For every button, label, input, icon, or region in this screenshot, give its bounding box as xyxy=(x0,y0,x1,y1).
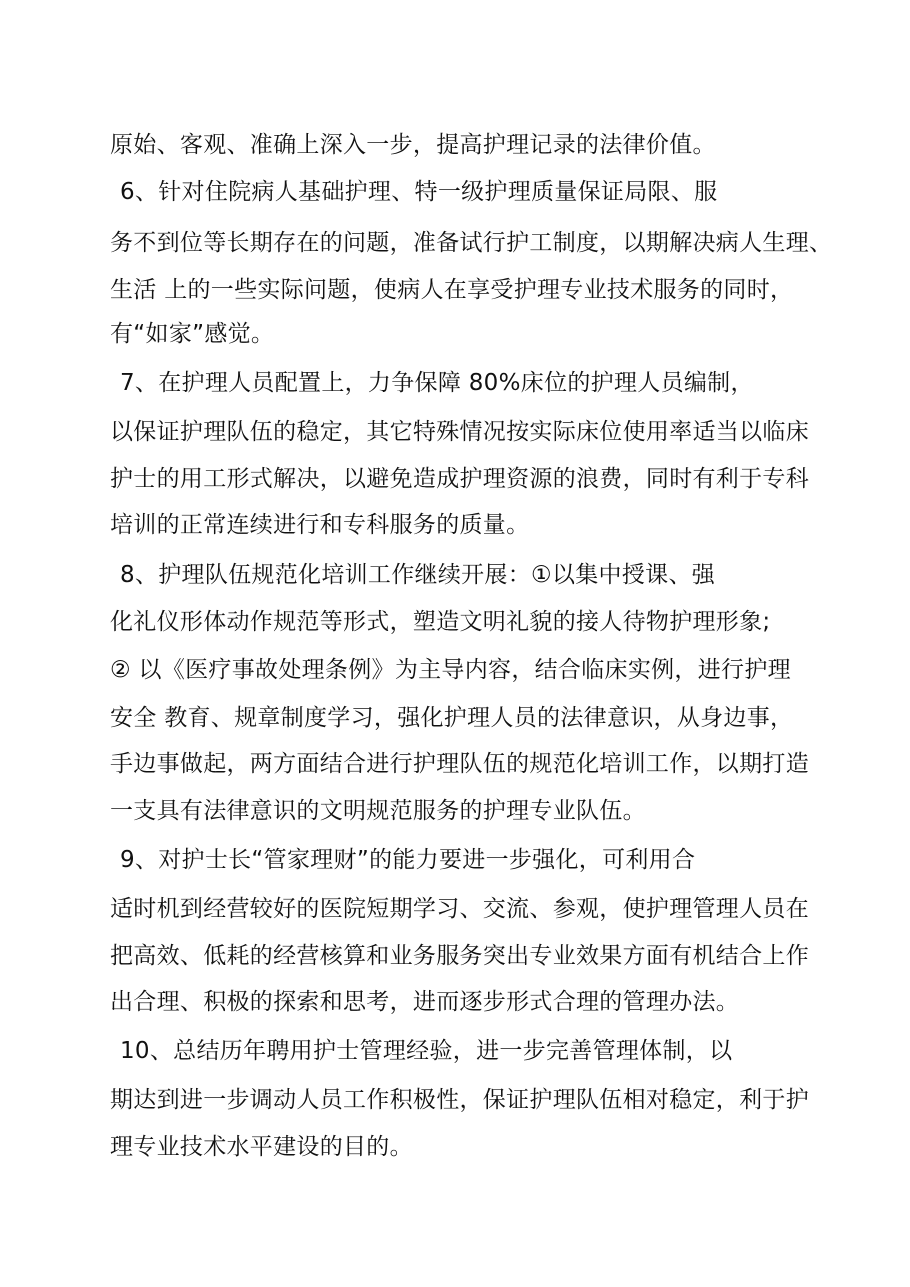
text-line: 8、护理队伍规范化培训工作继续开展：①以集中授课、强 xyxy=(120,562,716,588)
text-line: 把高效、低耗的经营核算和业务服务突出专业效果方面有机结合上作 xyxy=(110,943,809,969)
text-line: 有“如家”感觉。 xyxy=(110,321,275,347)
text-line: 生活 上的一些实际问题，使病人在享受护理专业技术服务的同时， xyxy=(110,277,794,303)
text-line: 化礼仪形体动作规范等形式，塑造文明礼貌的接人待物护理形象; xyxy=(110,609,771,635)
text-line: 安全 教育、规章制度学习，强化护理人员的法律意识，从身边事， xyxy=(110,705,794,731)
text-line: ② 以《医疗事故处理条例》为主导内容，结合临床实例，进行护理 xyxy=(110,657,791,683)
text-line: 护士的用工形式解决，以避免造成护理资源的浪费，同时有利于专科 xyxy=(110,466,809,492)
text-line: 期达到进一步调动人员工作积极性，保证护理队伍相对稳定，利于护 xyxy=(110,1087,809,1113)
text-line: 理专业技术水平建设的目的。 xyxy=(110,1134,413,1160)
text-line: 7、在护理人员配置上，力争保障 80%床位的护理人员编制， xyxy=(120,370,754,396)
text-line: 以保证护理队伍的稳定，其它特殊情况按实际床位使用率适当以临床 xyxy=(110,419,809,445)
text-line: 适时机到经营较好的医院短期学习、交流、参观，使护理管理人员在 xyxy=(110,896,809,922)
text-line: 手边事做起，两方面结合进行护理队伍的规范化培训工作，以期打造 xyxy=(110,751,809,777)
text-line: 6、针对住院病人基础护理、特一级护理质量保证局限、服 xyxy=(120,179,718,205)
text-line: 出合理、积极的探索和思考，进而逐步形式合理的管理办法。 xyxy=(110,989,740,1015)
text-line: 一支具有法律意识的文明规范服务的护理专业队伍。 xyxy=(110,798,646,824)
text-line: 9、对护士长“管家理财”的能力要进一步强化，可利用合 xyxy=(120,847,696,873)
text-line: 培训的正常连续进行和专科服务的质量。 xyxy=(110,512,530,538)
text-line: 务不到位等长期存在的问题，准备试行护工制度，以期解决病人生理、 xyxy=(110,230,833,256)
text-line: 10、总结历年聘用护士管理经验，进一步完善管理体制，以 xyxy=(120,1038,733,1064)
text-line: 原始、客观、准确上深入一步，提高护理记录的法律价值。 xyxy=(110,132,716,158)
